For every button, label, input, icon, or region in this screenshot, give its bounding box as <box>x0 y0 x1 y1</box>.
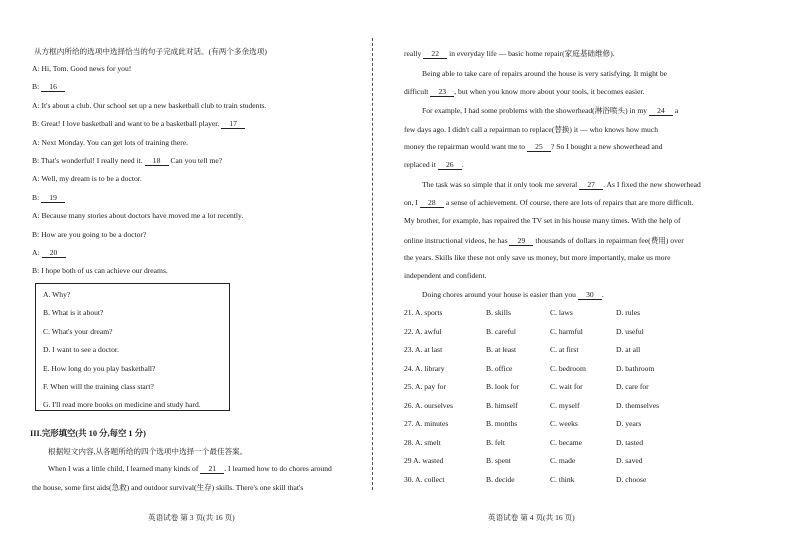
dialogue-instruction: 从方框内所给的选项中选择恰当的句子完成此对话。(有两个多余选项) <box>34 47 267 56</box>
blank-22: 22 <box>423 49 447 59</box>
page-divider <box>372 38 373 490</box>
passage-line: online instructional videos, he has 29 thousands of dollars in repairman fee(费用) over <box>404 236 684 245</box>
choice-option: B. spent <box>486 456 511 465</box>
choice-option: C. think <box>550 474 575 484</box>
passage-line: Being able to take care of repairs around the house is very satisfying. It might be <box>422 69 668 78</box>
choice-option: B. felt <box>486 437 505 447</box>
passage-line: independent and confident. <box>404 271 487 280</box>
choice-option: C. weeks <box>550 419 578 428</box>
passage-line: the years. Skills like these not only save us money, but more importantly, make us more <box>404 253 671 262</box>
choice-option: 30. A. collect <box>404 474 445 484</box>
passage-line: on, I 28 a sense of achievement. Of course, there are lots of repairs that are more difficult. <box>404 198 694 207</box>
dialogue-line: B: I hope both of us can achieve our dreams. <box>32 266 168 276</box>
choice-option: B. at least <box>486 345 517 354</box>
passage-line: really 22 in everyday life — basic home repair(家庭基础维修). <box>404 49 615 58</box>
passage-line: When I was a little child, I learned many kinds of 21 . I learned how to do chores around <box>48 464 332 473</box>
dialogue-line: A: It's about a club. Our school set up a new basketball club to train students. <box>32 100 267 110</box>
choice-option: D. tasted <box>616 437 643 447</box>
choice-option: C. bedroom <box>550 363 586 373</box>
dialogue-line: B: How are you going to be a doctor? <box>32 229 147 239</box>
choice-option: D. care for <box>616 382 649 391</box>
dialogue-line: A: Next Monday. You can get lots of training there. <box>32 137 188 147</box>
choice-option: B. himself <box>486 400 518 410</box>
section-title: III.完形填空(共 10 分,每空 1 分) <box>30 429 146 438</box>
choice-option: C. became <box>550 437 583 447</box>
dialogue-line: B: 19 <box>32 193 65 203</box>
choice-option: 24. A. library <box>404 363 445 373</box>
blank-16: 16 <box>41 82 65 92</box>
choice-option: 23. A. at last <box>404 345 443 354</box>
passage-line: few days ago. I didn't call a repairman to replace(替换) it — who knows how much <box>404 125 658 134</box>
dialogue-line: A: Well, my dream is to be a doctor. <box>32 174 142 184</box>
choice-option: D. themselves <box>616 400 660 410</box>
page-4-footer: 英语试卷 第 4 页(共 16 页) <box>488 513 575 522</box>
options-box <box>35 283 230 411</box>
dialogue-line: A: Hi, Tom. Good news for you! <box>32 64 132 73</box>
choice-option: C. wait for <box>550 382 583 391</box>
choice-option: C. myself <box>550 400 580 410</box>
choice-option: D. useful <box>616 326 644 336</box>
choice-option: D. years <box>616 419 642 428</box>
blank-29: 29 <box>509 236 533 246</box>
option-item: A. Why? <box>43 290 71 299</box>
blank-17: 17 <box>221 119 245 129</box>
choice-option: B. months <box>486 419 518 428</box>
blank-21: 21 <box>200 464 224 474</box>
option-item: G. I'll read more books on medicine and study hard. <box>43 400 201 410</box>
passage-line: money the repairman would want me to 25 ? So I bought a new showerhead and <box>404 142 663 151</box>
passage-line: The task was so simple that it only took me several 27 . As I fixed the new showerhead <box>422 180 701 189</box>
section-instruction: 根据短文内容,从各题所给的四个选项中选择一个最佳答案。 <box>48 447 248 456</box>
blank-25: 25 <box>527 142 551 152</box>
choice-option: B. careful <box>486 326 516 336</box>
choice-option: C. made <box>550 456 576 465</box>
option-item: B. What is it about? <box>43 308 104 318</box>
choice-option: 22. A. awful <box>404 326 442 336</box>
choice-option: B. office <box>486 363 513 373</box>
blank-27: 27 <box>579 180 603 190</box>
choice-option: C. harmful <box>550 326 583 336</box>
choice-option: 25. A. pay for <box>404 382 446 391</box>
option-item: D. I want to see a doctor. <box>43 345 119 355</box>
choice-option: B. decide <box>486 474 515 484</box>
choice-option: C. laws <box>550 308 573 317</box>
option-item: C. What's your dream? <box>43 326 113 336</box>
choice-option: D. choose <box>616 474 647 484</box>
blank-24: 24 <box>649 106 673 116</box>
dialogue-line: B: That's wonderful! I really need it. 18 Can you tell me? <box>32 156 223 165</box>
passage-line: replaced it 26 . <box>404 160 464 169</box>
blank-26: 26 <box>438 160 462 170</box>
passage-line: difficult 23 , but when you know more about your tools, it becomes easier. <box>404 87 645 96</box>
choice-option: D. at all <box>616 345 641 354</box>
passage-line: the house, some first aids(急救) and outdoor survival(生存) skills. There's one skill that's <box>32 483 304 492</box>
choice-option: D. saved <box>616 456 643 465</box>
dialogue-line: B: Great! I love basketball and want to be a basketball player. 17 <box>32 119 245 129</box>
dialogue-line: A: 20 <box>32 248 66 258</box>
blank-30: 30 <box>578 290 602 300</box>
blank-18: 18 <box>145 156 169 166</box>
option-item: E. How long do you play basketball? <box>43 363 156 373</box>
option-item: F. When will the training class start? <box>43 382 154 391</box>
blank-28: 28 <box>420 198 444 208</box>
choice-option: 29 A. wasted <box>404 456 444 465</box>
passage-line: My brother, for example, has repaired the TV set in his house many times. With the help of <box>404 216 681 225</box>
choice-option: 27. A. minutes <box>404 419 449 428</box>
blank-23: 23 <box>430 87 454 97</box>
choice-option: 21. A. sports <box>404 308 443 317</box>
choice-option: 28. A. smelt <box>404 437 441 447</box>
page-3-footer: 英语试卷 第 3 页(共 16 页) <box>148 513 235 522</box>
choice-option: C. at first <box>550 345 579 354</box>
choice-option: B. skills <box>486 308 511 317</box>
blank-19: 19 <box>41 193 65 203</box>
passage-line: Doing chores around your house is easier than you 30 . <box>422 290 604 299</box>
choice-option: B. look for <box>486 382 520 391</box>
passage-line: For example, I had some problems with the showerhead(淋浴喷头) in my 24 a <box>422 106 679 115</box>
choice-option: D. bathroom <box>616 363 655 373</box>
blank-20: 20 <box>42 248 66 258</box>
dialogue-line: B: 16 <box>32 82 65 92</box>
choice-option: D. rules <box>616 308 641 317</box>
dialogue-line: A: Because many stories about doctors have moved me a lot recently. <box>32 211 244 221</box>
choice-option: 26. A. ourselves <box>404 400 453 410</box>
